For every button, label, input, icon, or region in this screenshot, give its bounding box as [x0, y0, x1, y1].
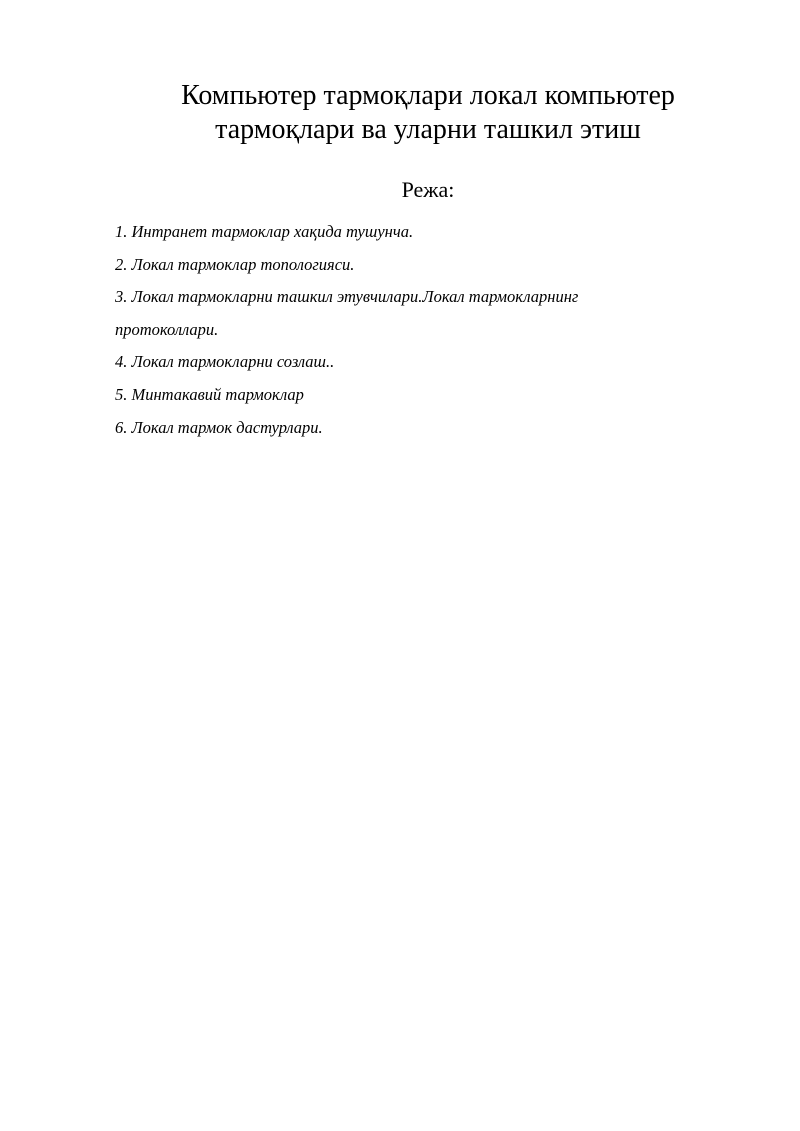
plan-item-1: 1. Интранет тармоклар хақида тушунча. [115, 222, 414, 241]
plan-item-2: 2. Локал тармоклар топологияси. [115, 254, 355, 274]
plan-heading: Режа: [401, 177, 455, 202]
title-line-2: тармоқлари ва уларни ташкил этиш [215, 114, 641, 145]
plan-list [115, 216, 675, 444]
plan-item-5: 5. Минтакавий тармоклар [115, 384, 304, 404]
title-line-1: Компьютер тармоқлари локал компьютер [181, 80, 675, 111]
plan-item-3-continued: протоколлари. [115, 319, 219, 339]
plan-item-3: 3. Локал тармокларни ташкил этувчилари.Локал тармокларнинг [115, 287, 579, 307]
document-title [110, 79, 746, 147]
plan-item-4: 4. Локал тармокларни созлаш.. [115, 352, 335, 372]
plan-item-6: 6. Локал тармок дастурлари. [115, 417, 323, 437]
